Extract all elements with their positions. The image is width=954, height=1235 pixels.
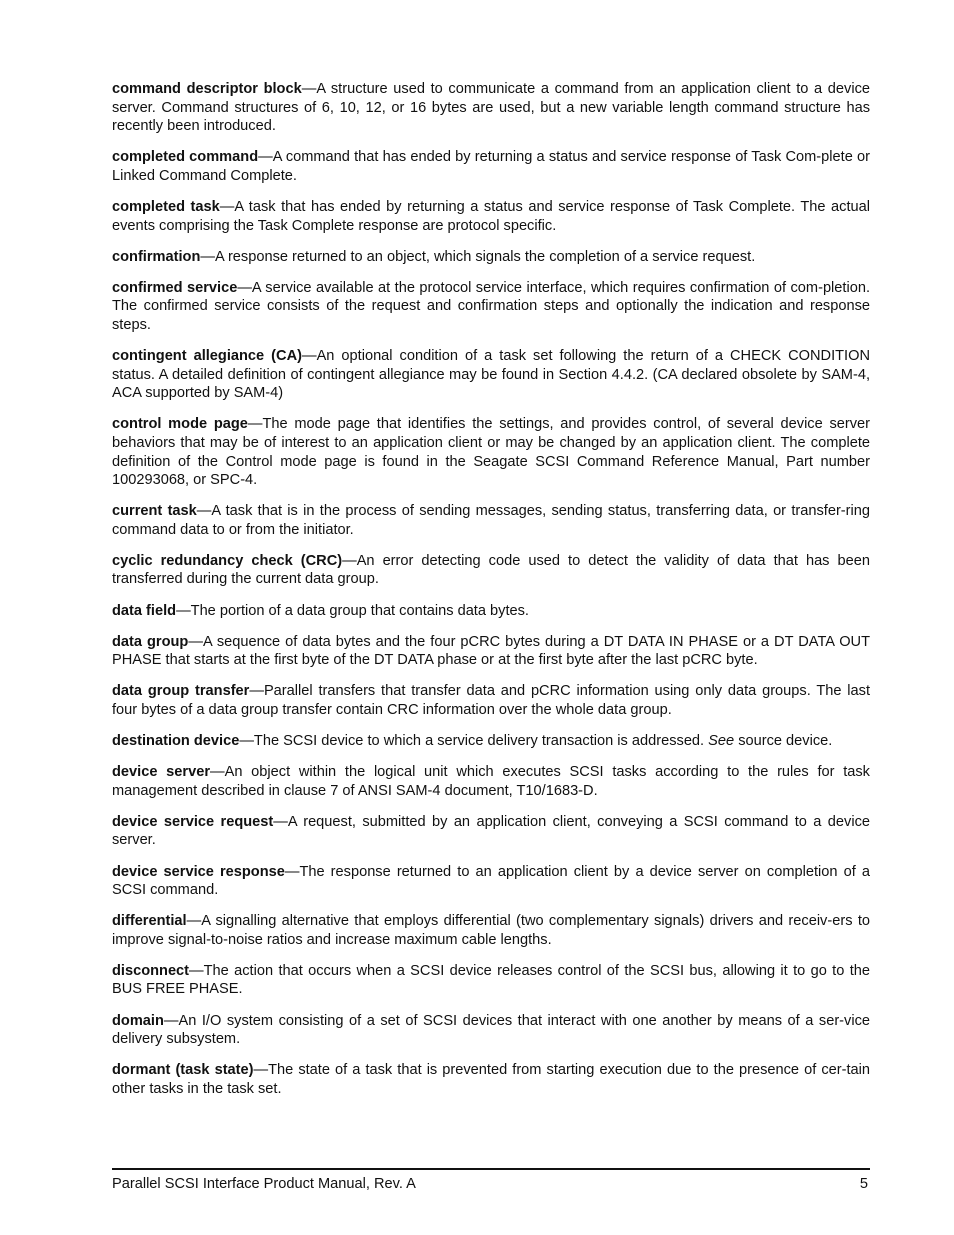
- glossary-entry: [112, 863, 870, 900]
- glossary-term: completed task: [112, 198, 220, 215]
- glossary-entry: [112, 1012, 870, 1049]
- glossary-definition: —The response returned to an application client by a device server on completion of a SCSI command.: [112, 863, 870, 899]
- glossary-term: completed command: [112, 149, 259, 166]
- glossary-term: device service request: [112, 813, 274, 830]
- glossary-definition: —A command that has ended by returning a status and service response of Task Com-plete or Linked Command Complete.: [112, 149, 870, 184]
- glossary-definition: —A service available at the protocol service interface, which requires confirmation of com-pletion. The confirmed service consists of the request and confirmation steps and optionally the indication and response steps.: [112, 279, 870, 333]
- glossary-entry: [112, 912, 870, 949]
- glossary-term: differential: [112, 913, 187, 930]
- glossary-definition: —A task that has ended by returning a status and service response of Task Complete. The actual events comprising the Task Complete response are protocol specific.: [112, 198, 870, 234]
- glossary-term: contingent allegiance (CA): [112, 348, 302, 365]
- glossary-term: dormant (task state): [112, 1062, 254, 1079]
- glossary-entry: [112, 347, 870, 403]
- glossary-entry: [112, 763, 870, 800]
- glossary-term: confirmed service: [112, 279, 238, 296]
- glossary-entry: [112, 415, 870, 489]
- glossary-definition: —A request, submitted by an application client, conveying a SCSI command to a device server.: [112, 813, 870, 849]
- glossary-definition: —The SCSI device to which a service delivery transaction is addressed.: [239, 733, 705, 750]
- glossary-entry: [112, 602, 870, 621]
- glossary-entry: [112, 279, 870, 335]
- glossary-term: data group: [112, 633, 189, 650]
- glossary-definition: —A response returned to an object, which signals the completion of a service request.: [200, 248, 756, 265]
- glossary-entry: [112, 732, 870, 751]
- see-reference-label: See: [708, 733, 735, 750]
- glossary-entry: [112, 248, 870, 267]
- glossary-term: confirmation: [112, 248, 201, 265]
- glossary-definition: —The portion of a data group that contains data bytes.: [176, 602, 529, 619]
- glossary-definition: —A task that is in the process of sending messages, sending status, transferring data, or transfer-ring command data to or from the initiator.: [112, 503, 871, 538]
- footer-divider: [112, 1168, 870, 1170]
- glossary-term: device service response: [112, 863, 285, 880]
- glossary-definition: —A sequence of data bytes and the four pCRC bytes during a DT DATA IN PHASE or a DT DATA OUT PHASE that starts at the first byte of the DT DATA phase or at the first byte after the last pCRC byte.: [112, 633, 871, 669]
- glossary-entry: [112, 80, 870, 136]
- glossary-term: disconnect: [112, 962, 190, 979]
- glossary-entry: [112, 962, 870, 999]
- glossary-body: [112, 80, 870, 1111]
- glossary-definition: —The mode page that identifies the settings, and provides control, of several device server behaviors that may be of interest to an application client or may be changed by an application client. The complete definition of the Control mode page is found in the Seagate SCSI Command Reference Manual, Part number 100293068, or SPC-4.: [112, 416, 870, 489]
- glossary-entry: [112, 1061, 870, 1098]
- glossary-entry: [112, 148, 870, 185]
- glossary-definition: —A structure used to communicate a command from an application client to a device server. Command structures of 6, 10, 12, or 16 bytes are used, but a new variable length command structure has recently been introduced.: [112, 81, 870, 135]
- glossary-term: domain: [112, 1012, 164, 1029]
- glossary-term: command descriptor block: [112, 81, 302, 97]
- glossary-definition: —Parallel transfers that transfer data and pCRC information using only data groups. The last four bytes of a data group transfer contain CRC information over the whole data group.: [112, 683, 871, 718]
- glossary-term: destination device: [112, 733, 240, 750]
- glossary-term: data group transfer: [112, 683, 250, 700]
- see-reference-target: source device.: [738, 733, 833, 750]
- glossary-definition: —An error detecting code used to detect the validity of data that has been transferred during the current data group.: [112, 552, 870, 588]
- glossary-definition: —The action that occurs when a SCSI device releases control of the SCSI bus, allowing it to go to the BUS FREE PHASE.: [112, 962, 870, 998]
- glossary-entry: [112, 502, 870, 539]
- glossary-term: data field: [112, 602, 177, 619]
- glossary-term: cyclic redundancy check (CRC): [112, 552, 343, 569]
- glossary-entry: [112, 552, 870, 589]
- footer-page-number: 5: [859, 1176, 868, 1192]
- glossary-term: control mode page: [112, 416, 248, 433]
- glossary-definition: —An I/O system consisting of a set of SCSI devices that interact with one another by means of a ser-vice delivery subsystem.: [112, 1012, 870, 1048]
- glossary-entry: [112, 813, 870, 850]
- glossary-entry: [112, 198, 870, 235]
- glossary-entry: [112, 682, 870, 719]
- glossary-term: current task: [112, 503, 197, 520]
- glossary-definition: —An optional condition of a task set following the return of a CHECK CONDITION status. A detailed definition of contingent allegiance may be found in Section 4.4.2. (CA declared obsolete by SAM-4, ACA supported by SAM-4): [112, 348, 870, 402]
- footer-manual-title: Parallel SCSI Interface Product Manual, Rev. A: [112, 1176, 416, 1192]
- glossary-definition: —The state of a task that is prevented from starting execution due to the presence of cer-tain other tasks in the task set.: [112, 1062, 870, 1097]
- glossary-definition: —A signalling alternative that employs differential (two complementary signals) drivers and receiv-ers to improve signal-to-noise ratios and increase maximum cable lengths.: [112, 913, 870, 948]
- glossary-term: device server: [112, 764, 210, 781]
- glossary-definition: —An object within the logical unit which executes SCSI tasks according to the rules for task management described in clause 7 of ANSI SAM-4 document, T10/1683-D.: [112, 764, 870, 799]
- glossary-entry: [112, 633, 870, 670]
